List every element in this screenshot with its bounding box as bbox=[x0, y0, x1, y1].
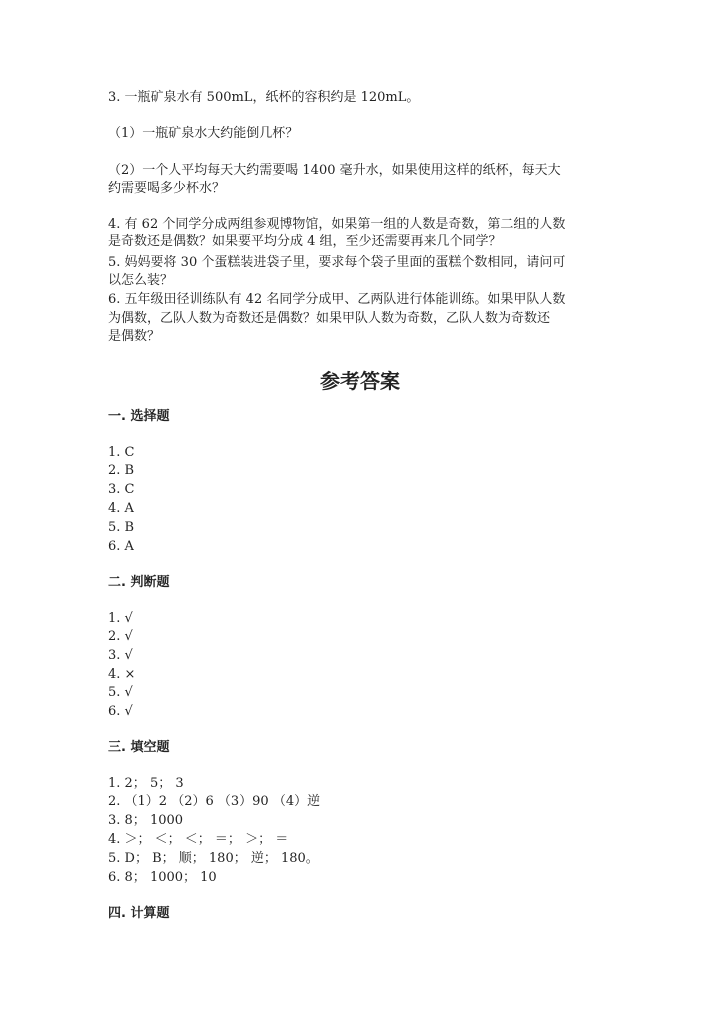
answer-item: 6. A bbox=[108, 539, 134, 554]
section-heading: 一. 选择题 bbox=[108, 409, 170, 424]
answer-item: 4. A bbox=[108, 501, 134, 516]
answer-title: 参考答案 bbox=[320, 369, 400, 393]
question-line: 是奇数还是偶数？如果要平均分成 4 组，至少还需要再来几个同学？ bbox=[108, 234, 502, 249]
answer-item: 6. 8； 1000； 10 bbox=[108, 870, 217, 885]
question-line: 为偶数，乙队人数为奇数还是偶数？如果甲队人数为奇数，乙队人数为奇数还 bbox=[108, 311, 551, 326]
answer-item: 3. C bbox=[108, 482, 135, 497]
question-line: 3. 一瓶矿泉水有 500mL，纸杯的容积约是 120mL。 bbox=[108, 90, 420, 105]
answer-item: 2. （1）2 （2）6 （3）90 （4）逆 bbox=[108, 794, 321, 809]
section-heading: 四. 计算题 bbox=[108, 906, 170, 921]
answer-item: 3. 8； 1000 bbox=[108, 813, 184, 828]
question-line: 4. 有 62 个同学分成两组参观博物馆，如果第一组的人数是奇数，第二组的人数 bbox=[108, 217, 566, 232]
section-heading: 三. 填空题 bbox=[108, 740, 170, 755]
question-line: 6. 五年级田径训练队有 42 名同学分成甲、乙两队进行体能训练。如果甲队人数 bbox=[108, 292, 566, 307]
answer-item: 6. √ bbox=[108, 704, 133, 719]
question-line: （2）一个人平均每天大约需要喝 1400 毫升水，如果使用这样的纸杯，每天大 bbox=[108, 163, 561, 178]
answer-item: 5. D； B； 顺； 180； 逆； 180。 bbox=[108, 851, 319, 866]
section-heading: 二. 判断题 bbox=[108, 575, 170, 590]
answer-item: 3. √ bbox=[108, 648, 133, 663]
answer-item: 4. ＞； ＜； ＜； ＝； ＞； ＝ bbox=[108, 832, 289, 847]
answer-item: 1. C bbox=[108, 445, 135, 460]
answer-item: 1. √ bbox=[108, 611, 133, 626]
question-line: 约需要喝多少杯水？ bbox=[108, 181, 226, 196]
question-line: （1）一瓶矿泉水大约能倒几杯？ bbox=[108, 126, 299, 141]
answer-item: 4. × bbox=[108, 667, 136, 682]
answer-item: 2. √ bbox=[108, 629, 133, 644]
answer-item: 5. √ bbox=[108, 685, 133, 700]
answer-item: 1. 2； 5； 3 bbox=[108, 776, 184, 791]
question-line: 以怎么装？ bbox=[108, 273, 174, 288]
question-line: 5. 妈妈要将 30 个蛋糕装进袋子里，要求每个袋子里面的蛋糕个数相同，请问可 bbox=[108, 255, 566, 270]
answer-item: 5. B bbox=[108, 520, 135, 535]
answer-item: 2. B bbox=[108, 463, 135, 478]
question-line: 是偶数？ bbox=[108, 329, 161, 344]
